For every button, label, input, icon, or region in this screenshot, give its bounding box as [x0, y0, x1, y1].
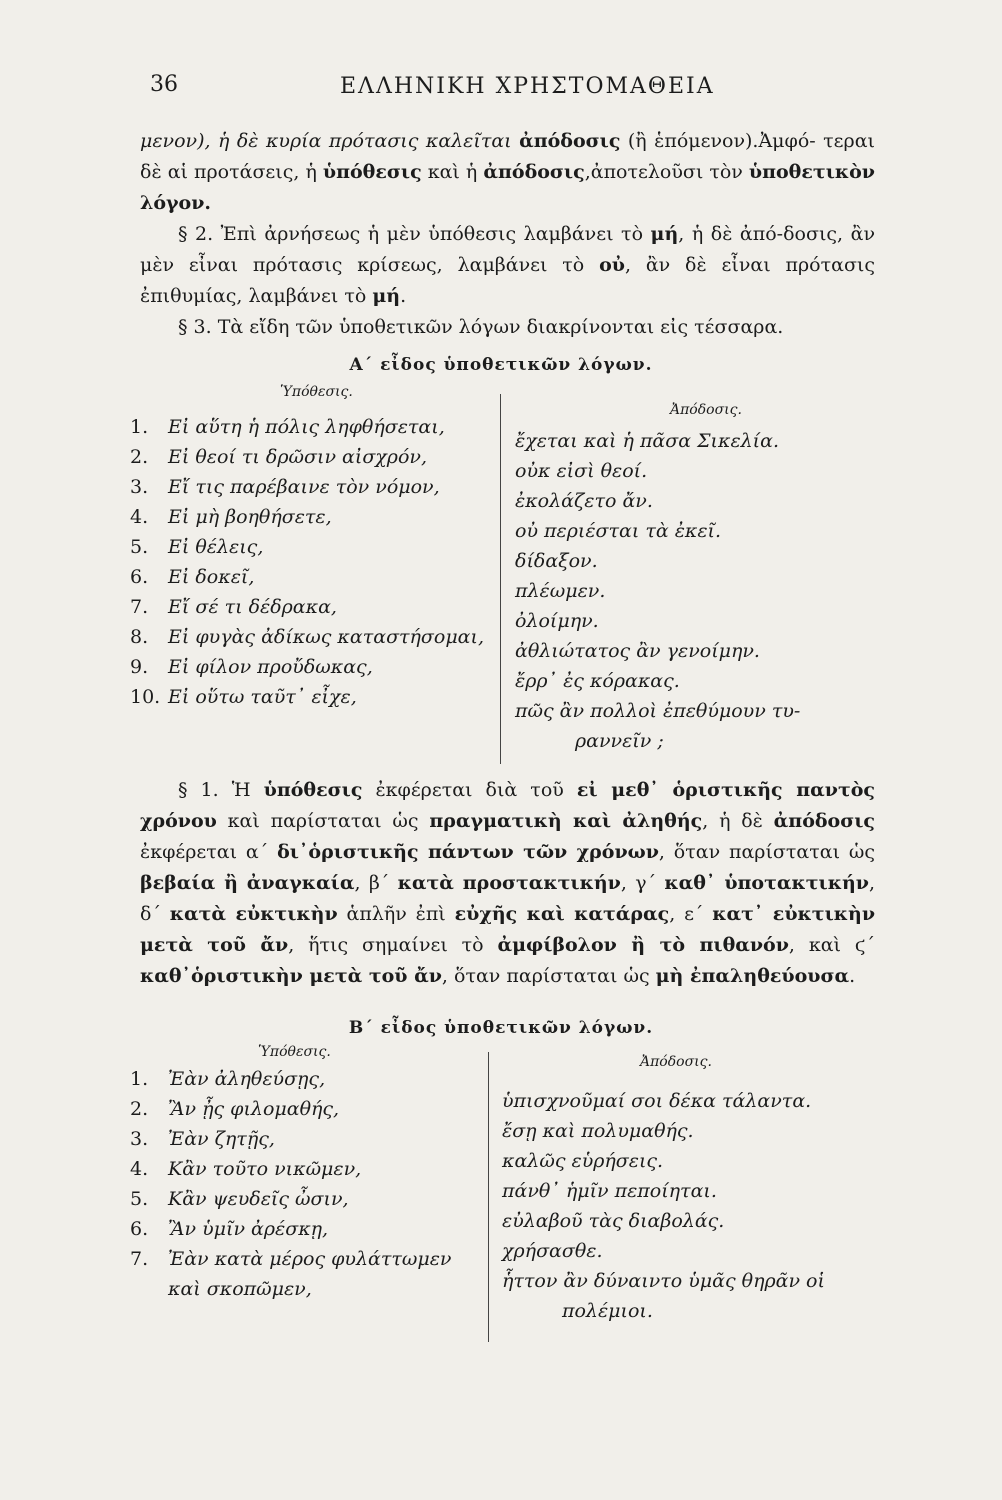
row-number: 4.: [130, 506, 149, 528]
list-item: [130, 506, 500, 536]
bold-term: καθ᾿ὁριστικὴν μετὰ τοῦ ἄν: [140, 965, 442, 987]
row-number: 6.: [130, 566, 149, 588]
bold-term: ὑποθετικὸν λόγον.: [140, 161, 875, 214]
hypothesis-text: Ἐὰν ζητῇς,: [168, 1128, 275, 1150]
row-number: 8.: [130, 626, 149, 648]
row-number: 2.: [130, 446, 149, 468]
hypothesis-text: Κἂν ψευδεῖς ὦσιν,: [168, 1188, 349, 1210]
list-item: ἧττον ἂν δύναιντο ὑμᾶς θηρᾶν οἱ: [502, 1270, 825, 1292]
hypothesis-text: Ἂν ᾖς φιλομαθής,: [168, 1098, 340, 1120]
bold-term: ἀπόδοσις: [773, 810, 875, 832]
section-b-table: [130, 1044, 870, 1344]
hypothesis-header: Ὑπόθεσις.: [280, 384, 353, 400]
list-item: ὑπισχνοῦμαί σοι δέκα τάλαντα.: [502, 1090, 812, 1112]
hypothesis-text: Εἰ φυγὰς ἀδίκως καταστήσομαι,: [168, 626, 485, 648]
hypothesis-text: Εἰ θεοί τι δρῶσιν αἰσχρόν,: [168, 446, 427, 468]
list-item: [130, 686, 500, 716]
list-item: ὀλοίμην.: [515, 610, 599, 632]
bold-term: εἰ μεθ᾿ ὁριστικῆς παντὸς χρόνου: [140, 779, 875, 832]
list-item: καλῶς εὑρήσεις.: [502, 1150, 664, 1172]
list-item-continuation: ραννεῖν ;: [575, 730, 664, 752]
text-span: ἁπλῆν ἐπὶ: [337, 903, 455, 925]
apodosis-column: [515, 430, 875, 760]
list-item: χρήσασθε.: [502, 1240, 603, 1262]
row-number: 9.: [130, 656, 149, 678]
list-item: [130, 1158, 500, 1188]
text-span: καὶ ἡ: [421, 161, 484, 183]
bold-term: κατὰ εὐκτικὴν: [169, 903, 338, 925]
hypothesis-text: Εἰ μὴ βοηθήσετε,: [168, 506, 332, 528]
page-header: [150, 72, 870, 112]
hypothesis-text: Εἰ φίλον προὔδωκας,: [168, 656, 373, 678]
text-span: τεραι δὲ αἱ προτάσεις, ἡ: [140, 130, 875, 183]
row-number: 5.: [130, 536, 149, 558]
list-item: εὐλαβοῦ τὰς διαβολάς.: [502, 1210, 725, 1232]
list-item: ἔχεται καὶ ἡ πᾶσα Σικελία.: [515, 430, 779, 452]
running-title: ΕΛΛΗΝΙΚΗ ΧΡΗΣΤΟΜΑΘΕΙΑ: [340, 74, 715, 99]
section-3-paragraph: § 3. Τὰ εἴδη τῶν ὑποθετικῶν λόγων διακρίνονται εἰς τέσσαρα.: [178, 316, 784, 338]
list-item: ἔσῃ καὶ πολυμαθής.: [502, 1120, 694, 1142]
bold-term: καθ᾿ ὑποτακτικήν: [664, 872, 869, 894]
bold-term: βεβαία ἢ ἀναγκαία: [140, 872, 355, 894]
list-item: [130, 476, 500, 506]
list-item: [130, 1248, 500, 1278]
row-number: 1.: [130, 416, 149, 438]
bold-term: ἀμφίβολον ἢ τὸ πιθανόν: [497, 934, 789, 956]
list-item: δίδαξον.: [515, 550, 598, 572]
bold-term: μὴ ἐπαληθεύουσα: [655, 965, 850, 987]
list-item: ἐκολάζετο ἄν.: [515, 490, 653, 512]
apodosis-header: Ἀπόδοσις.: [640, 1054, 712, 1070]
text-span: , ὅταν παρίσταται ὡς: [441, 965, 656, 987]
section-a-table: [130, 384, 870, 774]
list-item: [130, 1068, 500, 1098]
bold-term: ἀπόδοσις: [519, 130, 621, 152]
row-number: 2.: [130, 1098, 149, 1120]
bold-term: κατὰ προστακτικήν: [397, 872, 621, 894]
text-span: § 2. Ἐπὶ ἀρνήσεως ἡ μὲν ὑπόθεσις λαμβάνει τὸ: [178, 223, 651, 245]
list-item: πῶς ἂν πολλοὶ ἐπεθύμουν τυ-: [515, 700, 801, 722]
hypothesis-text: Εἰ οὕτω ταῦτ᾿ εἶχε,: [168, 686, 357, 708]
text-span: , ἥτις σημαίνει τὸ: [288, 934, 498, 956]
list-item: ἔρρ᾿ ἐς κόρακας.: [515, 670, 680, 692]
section-a-title: Α΄ εἶδος ὑποθετικῶν λόγων.: [349, 355, 653, 375]
row-number: 1.: [130, 1068, 149, 1090]
row-number: 3.: [130, 1128, 149, 1150]
hypothesis-text: Εἴ σέ τι δέδρακα,: [168, 596, 337, 618]
row-number: 7.: [130, 1248, 149, 1270]
bold-term: κατ᾿ εὐκτικὴν μετὰ τοῦ ἄν: [140, 903, 875, 956]
text-span: , ἡ δὲ ἀπό-δοσις, ἂν μὲν εἶναι πρότασις κρίσεως, λαμβάνει τὸ: [140, 223, 875, 276]
row-number: 4.: [130, 1158, 149, 1180]
list-item: οὐκ εἰσὶ θεοί.: [515, 460, 648, 482]
bold-term: ὑπόθεσις: [263, 779, 363, 801]
hypothesis-text: Εἴ τις παρέβαινε τὸν νόμον,: [168, 476, 440, 498]
intro-text: [140, 126, 875, 343]
hypothesis-text: Εἰ δοκεῖ,: [168, 566, 255, 588]
column-divider: [500, 394, 501, 764]
bold-term: εὐχῆς καὶ κατάρας: [454, 903, 670, 925]
list-item: [130, 1098, 500, 1128]
list-item: [130, 656, 500, 686]
list-item: [130, 626, 500, 656]
apodosis-header: Ἀπόδοσις.: [670, 402, 742, 418]
explanation-paragraph: [140, 775, 875, 992]
bold-term: δι᾿ὁριστικῆς πάντων τῶν χρόνων: [277, 841, 659, 863]
text-span: , καὶ ϛ΄: [788, 934, 875, 956]
hypothesis-text: Κἂν τοῦτο νικῶμεν,: [168, 1158, 362, 1180]
text-span: , ἂν δὲ εἶναι πρότασις ἐπιθυμίας, λαμβάνει τὸ: [140, 254, 876, 307]
text-span: , δ΄: [140, 872, 876, 925]
hypothesis-header: Ὑπόθεσις.: [258, 1044, 331, 1060]
list-item: ἀθλιώτατος ἂν γενοίμην.: [515, 640, 760, 662]
list-item: [130, 446, 500, 476]
apodosis-column: [502, 1090, 862, 1330]
text-span: § 1. Ἡ: [178, 779, 264, 801]
list-item: [130, 536, 500, 566]
section-a-explanation: [140, 775, 875, 992]
text-span: ἐκφέρεται διὰ τοῦ: [362, 779, 577, 801]
list-item: [130, 1218, 500, 1248]
bold-term: ἀπόδοσις: [483, 161, 585, 183]
hypothesis-column: [130, 416, 500, 716]
bold-term: ὑπόθεσις: [322, 161, 422, 183]
hypothesis-text: Εἰ θέλεις,: [168, 536, 264, 558]
intro-paragraph-1: [140, 126, 875, 219]
list-item: [130, 416, 500, 446]
list-item: πλέωμεν.: [515, 580, 606, 602]
text-span: , ἡ δὲ: [702, 810, 774, 832]
row-number: 7.: [130, 596, 149, 618]
bold-term: πραγματικὴ καὶ ἀληθής: [429, 810, 703, 832]
text-span: (ἢ ἑπόμενον).Ἀμφό-: [620, 130, 816, 152]
list-item-continuation: πολέμιοι.: [562, 1300, 653, 1322]
hypothesis-column: [130, 1068, 500, 1308]
text-span: , γ΄: [620, 872, 665, 894]
text-span: .: [400, 285, 407, 307]
text-span: ἐκφέρεται α΄: [140, 841, 278, 863]
row-number: 6.: [130, 1218, 149, 1240]
list-item: [130, 596, 500, 626]
list-item-continuation: καὶ σκοπῶμεν,: [168, 1278, 312, 1300]
row-number: 5.: [130, 1188, 149, 1210]
row-number: 3.: [130, 476, 149, 498]
hypothesis-text: Εἰ αὕτη ἡ πόλις ληφθήσεται,: [168, 416, 445, 438]
text-span: , β΄: [354, 872, 398, 894]
section-2-paragraph: [140, 219, 875, 312]
text-span: ,ἀποτελοῦσι τὸν: [584, 161, 743, 183]
page-number: 36: [150, 72, 178, 97]
bold-term: μή: [372, 285, 401, 307]
bold-term: οὐ: [599, 254, 625, 276]
hypothesis-text: Ἐὰν ἀληθεύσῃς,: [168, 1068, 326, 1090]
text-span: , ε΄: [669, 903, 713, 925]
list-item: [130, 1128, 500, 1158]
hypothesis-text: Ἐὰν κατὰ μέρος φυλάττωμεν: [168, 1248, 452, 1270]
list-item: οὐ περιέσται τὰ ἐκεῖ.: [515, 520, 722, 542]
bold-term: μή: [650, 223, 679, 245]
hypothesis-text: Ἂν ὑμῖν ἀρέσκῃ,: [168, 1218, 329, 1240]
list-item: [130, 1188, 500, 1218]
text-span: , ὅταν παρίσταται ὡς: [658, 841, 875, 863]
row-number: 10.: [130, 686, 161, 708]
list-item: πάνθ᾿ ἡμῖν πεποίηται.: [502, 1180, 717, 1202]
section-b-title: Β΄ εἶδος ὑποθετικῶν λόγων.: [348, 1018, 654, 1038]
text-span: μενον), ἡ δὲ κυρία πρότασις καλεῖται: [140, 130, 520, 152]
text-span: καὶ παρίσταται ὡς: [216, 810, 430, 832]
list-item: [130, 566, 500, 596]
text-span: .: [849, 965, 856, 987]
